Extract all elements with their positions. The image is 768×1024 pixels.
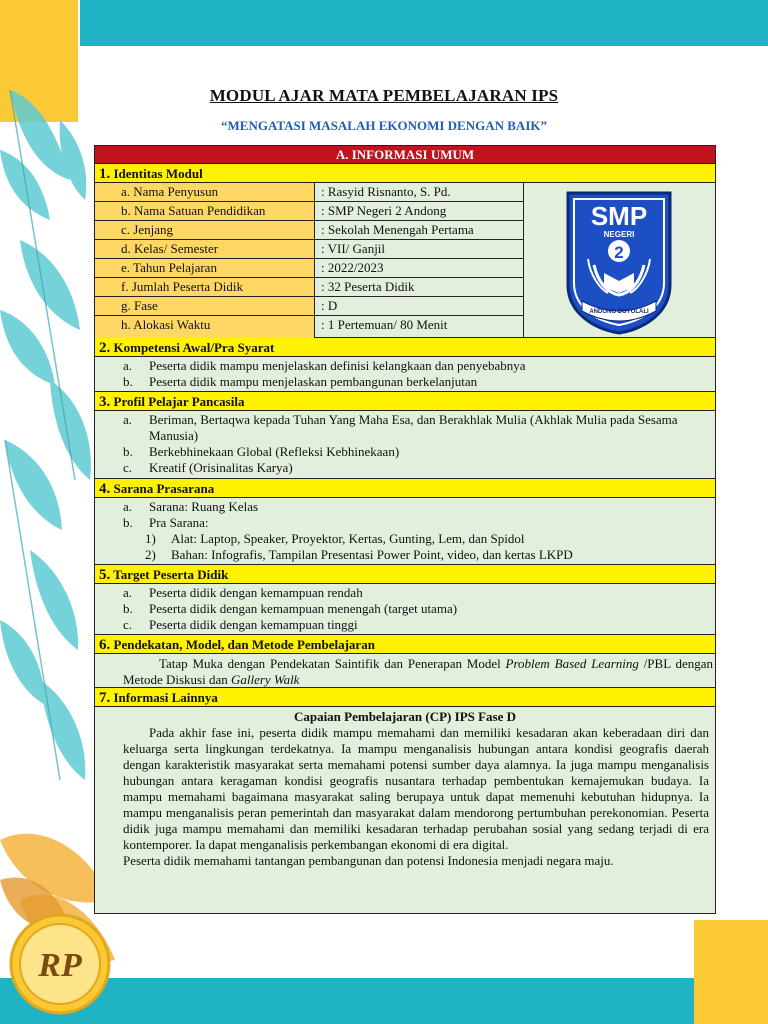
cp-title: Capaian Pembelajaran (CP) IPS Fase D [293,709,517,724]
id-label: h. Alokasi Waktu [95,316,315,338]
list-item: 1) Alat: Laptop, Speaker, Proyektor, Kertas, Gunting, Lem, dan Spidol [145,531,525,546]
heading-target-peserta: 5. Target Peserta Didik [95,565,715,584]
page-subtitle: “MENGATASI MASALAH EKONOMI DENGAN BAIK” [221,118,547,133]
cp-paragraph: Pada akhir fase ini, peserta didik mampu memahami dan memiliki kesadaran akan keberadaan diri dan keluarga serta lingkungan terdekatnya. Ia mampu menganalisis hubungan antara kondisi geografis daerah dengan karakteristik masyarakat serta memahami potensi sumber daya alamnya. Ia juga mampu menganalisis hubungan antara keragaman kondisi geografis nusantara terhadap pembentukan kemajemukan budaya. Ia mampu memahami bagaimana masyarakat saling berupaya untuk dapat memenuhi kebutuhan hidupnya. Ia mampu menganalisis peran pemerintah dan masyarakat dalam mendorong pertumbuhan perekonomian. Peserta didik juga mampu memahami dan memiliki kesadaran terhadap perubahan sosial yang sedang terjadi di era kontemporer. Ia dapat menganalisis perkembangan ekonomi di era digital. [123,725,709,852]
id-row [95,202,523,221]
list-item: c. Kreatif (Orisinalitas Karya) [123,460,293,475]
list-item: b. Berkebhinekaan Global (Refleksi Kebhinekaan) [123,444,400,459]
page-title: MODUL AJAR MATA PEMBELAJARAN IPS [209,86,559,105]
list-item: a. Peserta didik mampu menjelaskan definisi kelangkaan dan penyebabnya [123,358,526,373]
id-label: d. Kelas/ Semester [95,240,315,258]
id-value: : Rasyid Risnanto, S. Pd. [321,184,451,199]
informasi-content [95,707,715,869]
smp-negeri-2-logo [564,189,674,335]
list-item: a. Beriman, Bertaqwa kepada Tuhan Yang Maha Esa, dan Berakhlak Mulia (Akhlak Mulia pada Sesama Manusia) [123,412,678,443]
top-teal-band [80,0,768,46]
id-row [95,183,523,202]
svg-text:ANDONG BOYOLALI: ANDONG BOYOLALI [589,309,649,315]
id-value: : 1 Pertemuan/ 80 Menit [321,317,448,332]
id-row [95,316,523,338]
id-label: b. Nama Satuan Pendidikan [95,202,315,220]
svg-text:2: 2 [614,243,624,262]
id-label: f. Jumlah Peserta Didik [95,278,315,296]
list-item: b. Pra Sarana: [123,515,209,530]
id-label: c. Jenjang [95,221,315,239]
id-row [95,278,523,297]
school-logo-cell [523,183,714,338]
id-value: : Sekolah Menengah Pertama [321,222,474,237]
identitas-table [95,183,715,338]
svg-text:NEGERI: NEGERI [603,230,635,239]
id-value: : SMP Negeri 2 Andong [321,203,447,218]
heading-sarana-prasarana: 4. Sarana Prasarana [95,479,715,498]
pendekatan-text: Tatap Muka dengan Pendekatan Saintifik dan Penerapan Model Problem Based Learning /PBL dengan Metode Diskusi dan Gallery Walk [95,654,715,688]
heading-kompetensi-awal: 2. Kompetensi Awal/Pra Syarat [95,338,715,357]
id-value: : D [321,298,338,313]
id-row [95,221,523,240]
sub-list [123,531,715,563]
id-value: : VII/ Ganjil [321,241,386,256]
rp-logo [8,912,112,1016]
list-item: a. Sarana: Ruang Kelas [123,499,259,514]
id-label: e. Tahun Pelajaran [95,259,315,277]
id-value: : 32 Peserta Didik [321,279,415,294]
heading-informasi-lainnya: 7. Informasi Lainnya [95,688,715,707]
list-item: b. Peserta didik mampu menjelaskan pembangunan berkelanjutan [123,374,478,389]
list-item: 2) Bahan: Infografis, Tampilan Presentasi Power Point, video, dan kertas LKPD [145,547,573,562]
bottom-yellow-block [694,920,768,1024]
sarana-list [95,498,715,565]
id-row [95,259,523,278]
id-row [95,297,523,316]
heading-pendekatan-model: 6. Pendekatan, Model, dan Metode Pembelajaran [95,635,715,654]
id-label: g. Fase [95,297,315,315]
list-item: a. Peserta didik dengan kemampuan rendah [123,585,363,600]
section-header-informasi-umum: A. INFORMASI UMUM [95,146,715,164]
svg-text:SMP: SMP [590,201,648,231]
list-item: c. Peserta didik dengan kemampuan tinggi [123,617,358,632]
id-row [95,240,523,259]
heading-profil-pancasila: 3. Profil Pelajar Pancasila [95,392,715,411]
heading-identitas-modul: 1. Identitas Modul [95,164,715,183]
target-list [95,584,715,635]
id-value: : 2022/2023 [321,260,384,275]
cp-last-line: Peserta didik memahami tantangan pembangunan dan potensi Indonesia menjadi negara maju. [123,853,614,868]
profil-list [95,411,715,479]
id-label: a. Nama Penyusun [95,183,315,201]
module-table [94,145,716,914]
kompetensi-list [95,357,715,392]
svg-text:RP: RP [38,947,82,984]
list-item: b. Peserta didik dengan kemampuan menengah (target utama) [123,601,458,616]
